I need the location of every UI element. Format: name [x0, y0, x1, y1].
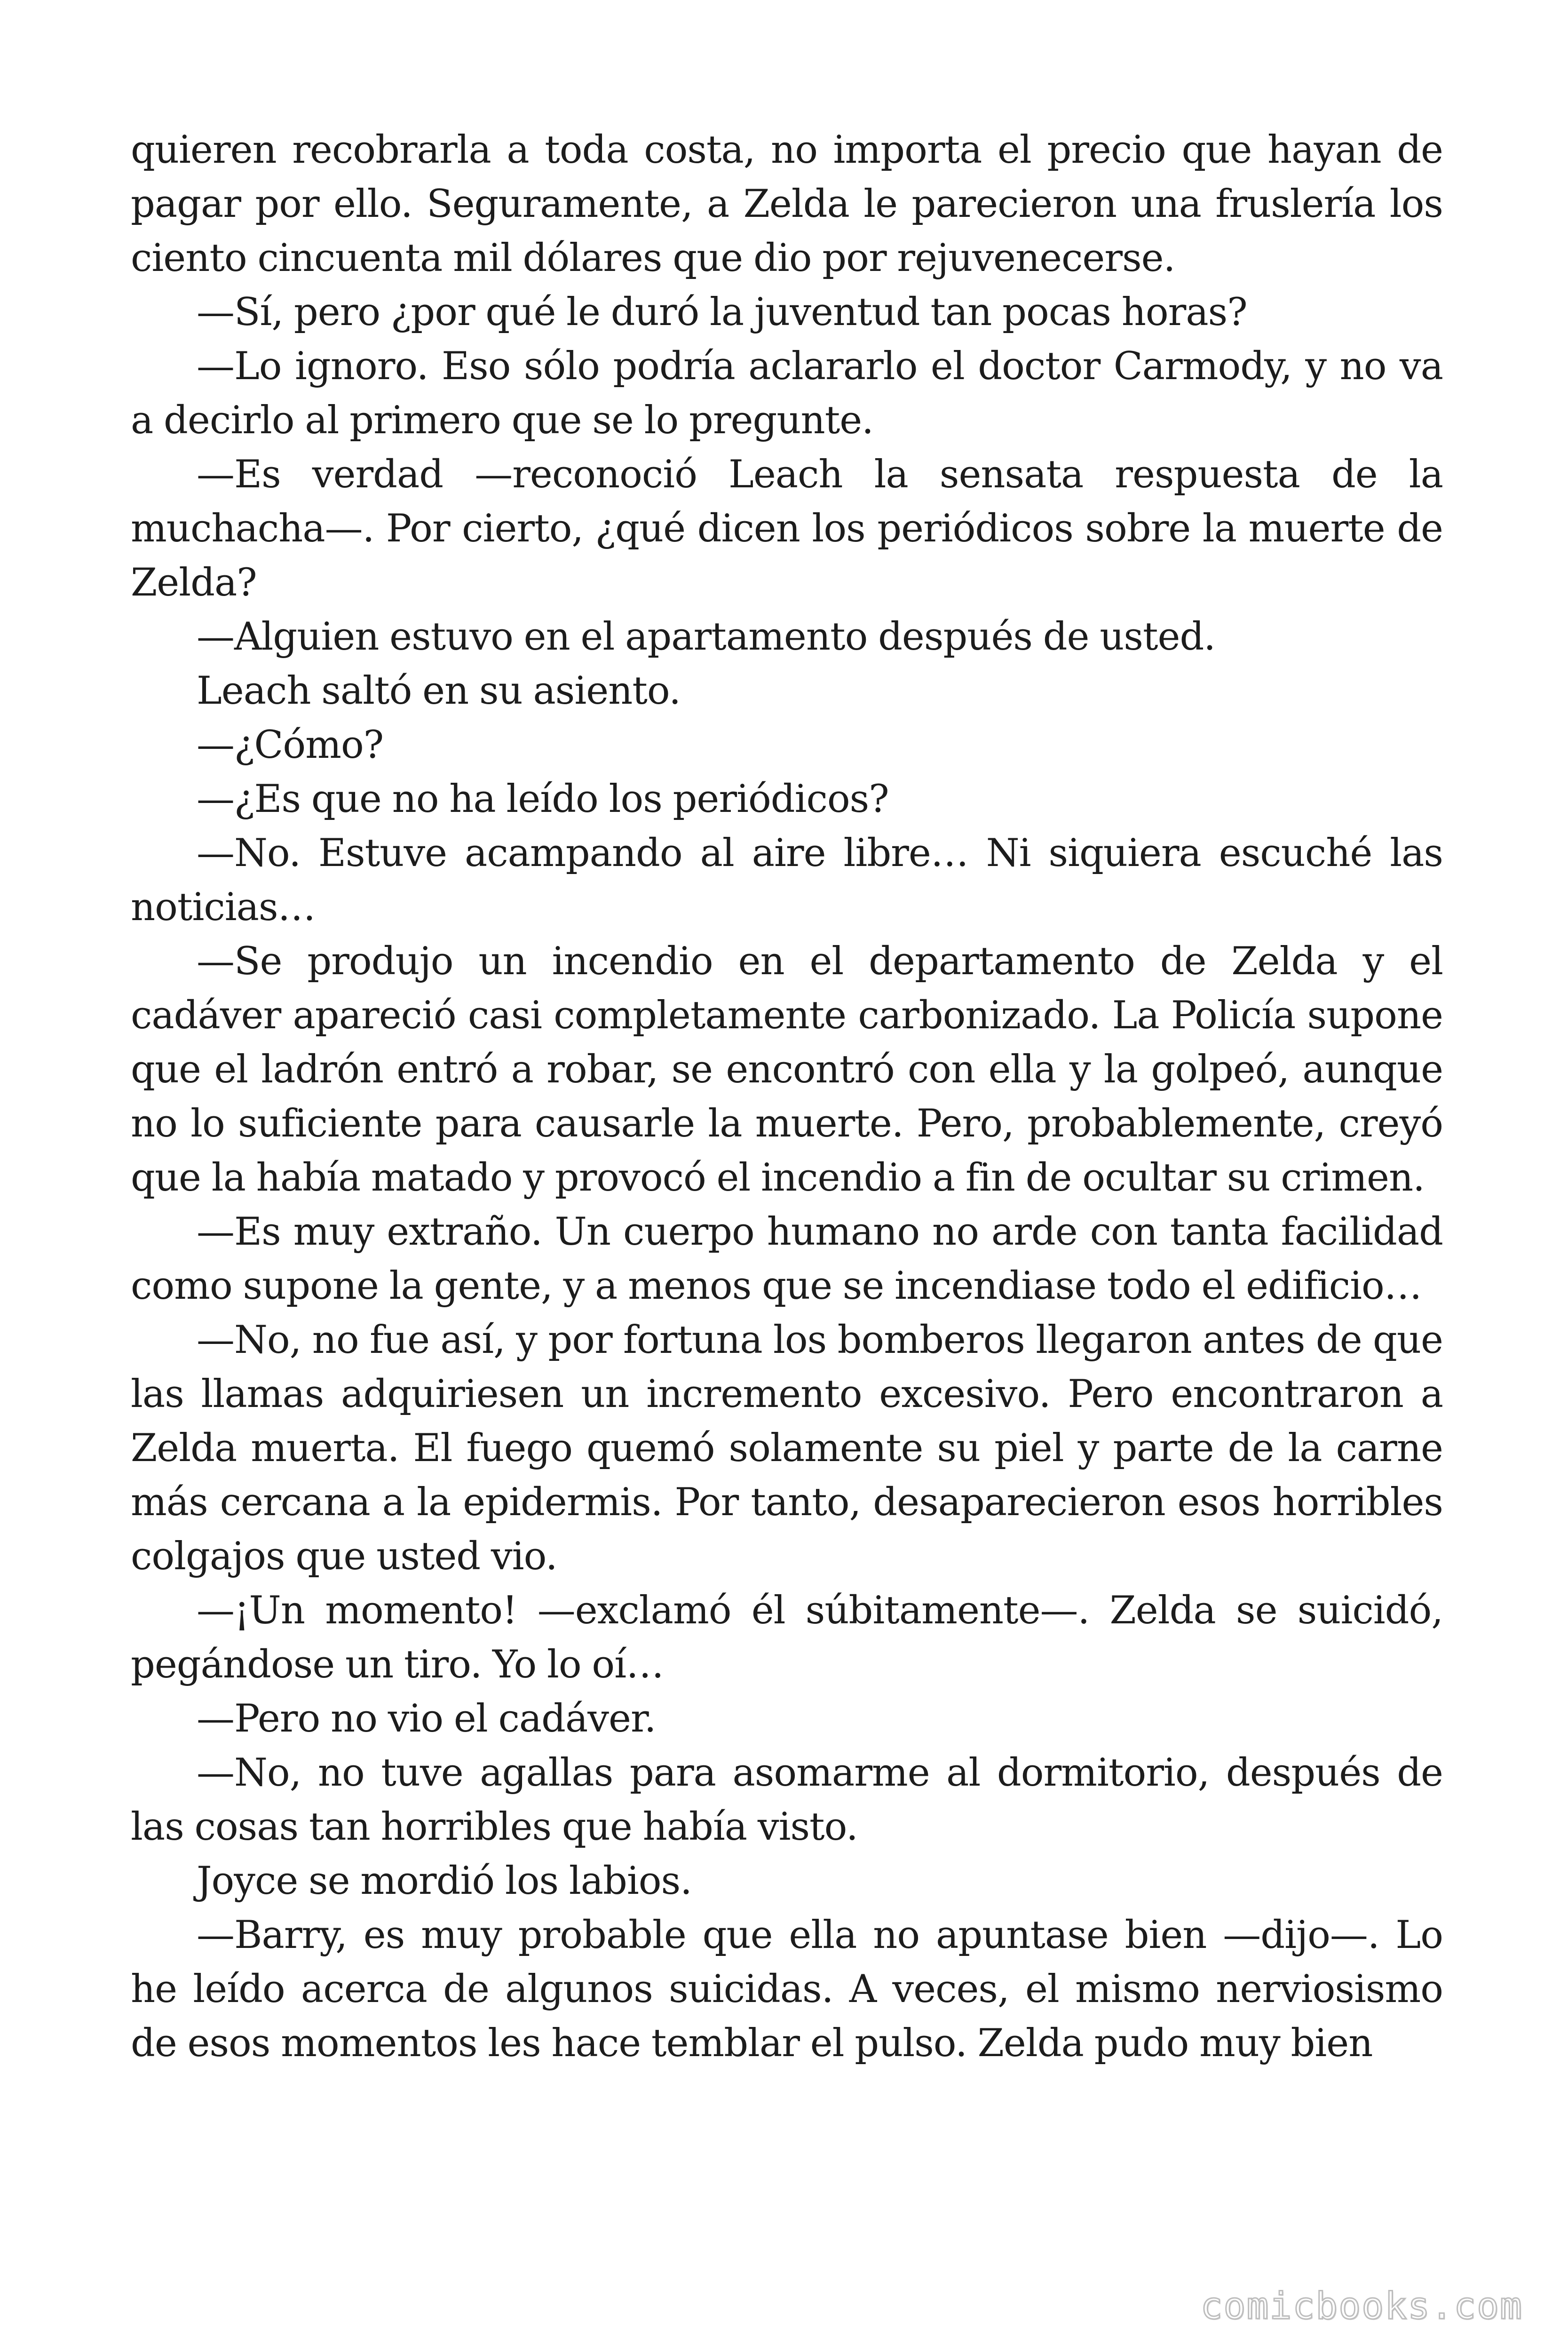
paragraph-3: —Lo ignoro. Eso sólo podría aclararlo el doctor Carmody, y no va a decirlo al primero que se lo pregunte.	[131, 344, 1443, 443]
paragraph-6: Leach saltó en su asiento.	[197, 669, 681, 713]
paragraph-2: —Sí, pero ¿por qué le duró la juventud tan pocas horas?	[197, 290, 1247, 334]
paragraph-1: quieren recobrarla a toda costa, no importa el precio que hayan de pagar por ello. Seguramente, a Zelda le parecieron una fruslería los ciento cincuenta mil dólares que dio por rejuvenecerse.	[131, 128, 1443, 280]
paragraph-4: —Es verdad —reconoció Leach la sensata respuesta de la muchacha—. Por cierto, ¿qué dicen los periódicos sobre la muerte de Zelda?	[131, 453, 1443, 605]
paragraph-13: —¡Un momento! —exclamó él súbitamente—. Zelda se suicidó, pegándose un tiro. Yo lo oí…	[131, 1589, 1443, 1687]
paragraph-5: —Alguien estuvo en el apartamento después de usted.	[197, 615, 1216, 659]
page-body	[131, 123, 1443, 2071]
paragraph-15: —No, no tuve agallas para asomarme al dormitorio, después de las cosas tan horribles que había visto.	[131, 1751, 1443, 1849]
paragraph-12: —No, no fue así, y por fortuna los bomberos llegaron antes de que las llamas adquiriesen un incremento excesivo. Pero encontraron a Zelda muerta. El fuego quemó solamente su piel y parte de la carne más cercana a la epidermis. Por tanto, desaparecieron esos horribles colgajos que usted vio.	[131, 1318, 1443, 1579]
paragraph-14: —Pero no vio el cadáver.	[197, 1697, 656, 1741]
paragraph-11: —Es muy extraño. Un cuerpo humano no arde con tanta facilidad como supone la gente, y a menos que se incendiase todo el edificio…	[131, 1210, 1443, 1308]
paragraph-17: —Barry, es muy probable que ella no apuntase bien —dijo—. Lo he leído acerca de algunos suicidas. A veces, el mismo nerviosismo de esos momentos les hace temblar el pulso. Zelda pudo muy bien	[131, 1913, 1443, 2066]
paragraph-9: —No. Estuve acampando al aire libre… Ni siquiera escuché las noticias…	[131, 831, 1443, 930]
paragraph-7: —¿Cómo?	[197, 723, 384, 767]
paragraph-16: Joyce se mordió los labios.	[197, 1859, 692, 1903]
paragraph-10: —Se produjo un incendio en el departamento de Zelda y el cadáver apareció casi completamente carbonizado. La Policía supone que el ladrón entró a robar, se encontró con ella y la golpeó, aunque no lo suficiente para causarle la muerte. Pero, probablemente, creyó que la había matado y provocó el incendio a fin de ocultar su crimen.	[131, 939, 1443, 1200]
paragraph-8: —¿Es que no ha leído los periódicos?	[197, 777, 889, 821]
watermark-logo: comicbooks.com	[1200, 2285, 1523, 2328]
